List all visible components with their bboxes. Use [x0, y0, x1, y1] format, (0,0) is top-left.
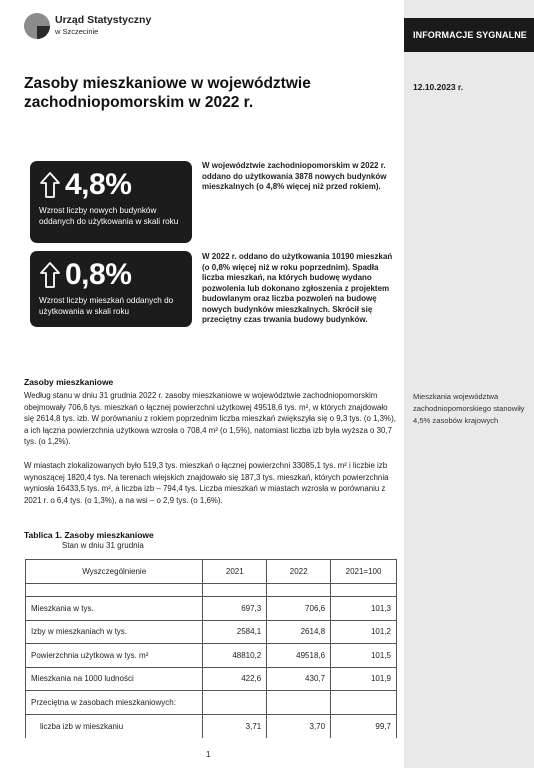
- table-header-row: [26, 560, 397, 584]
- table-cell: 101,3: [331, 597, 397, 621]
- table-cell: 101,5: [331, 644, 397, 668]
- table-row: [26, 714, 397, 738]
- table-row: [26, 620, 397, 644]
- org-name: Urząd Statystyczny: [55, 14, 152, 26]
- table-cell: Mieszkania na 1000 ludności: [26, 667, 203, 691]
- kpi-box-buildings: [30, 161, 192, 243]
- side-note: Mieszkania województwa zachodniopomorskiego stanowiły 4,5% zasobów krajowych: [413, 392, 525, 425]
- table-cell: 2584,1: [203, 620, 267, 644]
- table-row: [26, 667, 397, 691]
- org-subtitle: w Szczecinie: [55, 27, 99, 36]
- table-cell: Mieszkania w tys.: [26, 597, 203, 621]
- page-number: 1: [206, 750, 211, 759]
- table-cell: 48810,2: [203, 644, 267, 668]
- logo-emblem-icon: [24, 13, 50, 39]
- section-heading: Zasoby mieszkaniowe: [24, 377, 114, 387]
- office-logo: [24, 13, 151, 39]
- table-row: [26, 597, 397, 621]
- table-cell: 706,6: [267, 597, 331, 621]
- table-row: [26, 644, 397, 668]
- table-cell: 101,2: [331, 620, 397, 644]
- kpi-label: Wzrost liczby mieszkań oddanych do użytkowania w skali roku: [39, 296, 174, 316]
- table-cell: Przeciętna w zasobach mieszkaniowych:: [26, 691, 203, 715]
- kpi-description: W województwie zachodniopomorskim w 2022 r. oddano do użytkowania 3878 nowych budynków mieszkalnych (o 4,8% więcej niż przed rokiem).: [202, 161, 387, 191]
- table-cell: 101,9: [331, 667, 397, 691]
- table-header-cell: 2021: [203, 560, 267, 584]
- table-cell: 2614,8: [267, 620, 331, 644]
- kpi-label: Wzrost liczby nowych budynków oddanych do użytkowania w skali roku: [39, 206, 179, 226]
- table-header-cell: 2022: [267, 560, 331, 584]
- table-cell: 430,7: [267, 667, 331, 691]
- table-header-cell: Wyszczególnienie: [26, 560, 203, 584]
- table-subtitle: Stan w dniu 31 grudnia: [62, 541, 144, 550]
- table-cell: Izby w mieszkaniach w tys.: [26, 620, 203, 644]
- housing-stock-table: [25, 559, 397, 738]
- table-cell: 3,71: [203, 714, 267, 738]
- table-cell: 49518,6: [267, 644, 331, 668]
- table-cell: 422,6: [203, 667, 267, 691]
- table-cell: [267, 691, 331, 715]
- kpi-box-dwellings: [30, 251, 192, 327]
- table-spacer-row: [26, 584, 397, 597]
- table-cell: Powierzchnia użytkowa w tys. m²: [26, 644, 203, 668]
- kpi-value: 4,8%: [65, 168, 132, 201]
- body-paragraph: Według stanu w dniu 31 grudnia 2022 r. zasoby mieszkaniowe w województwie zachodniopomorskim obejmowały 706,6 tys. mieszkań o łącznej powierzchni użytkowej 49518,6 tys. m², w których znajdowało się 2614,8 tys. izb. W porównaniu z rokiem poprzednim liczba mieszkań zwiększyła się o 9,3 tys. (o 1,3%), a ich łączna powierzchnia użytkowa wzrosła o 708,4 m² (o 1,5%), natomiast liczba izb była wyższa o 30,7 tys. (o 1,2%).: [24, 391, 396, 446]
- body-paragraph: W miastach zlokalizowanych było 519,3 tys. mieszkań o łącznej powierzchni 33085,1 tys. m² i liczbie izb wynoszącej 1820,4 tys. Na terenach wiejskich znajdowało się 187,3 tys. mieszkań, których powierzchnia wyniosła 16433,5 tys. m², a liczba izb – 794,4 tys. Liczba mieszkań w miastach wzrosła w porównaniu z 2021 r. o 6,4 tys. (o 1,3%), a na wsi – o 2,9 tys. (o 1,6%).: [24, 461, 389, 505]
- table-cell: 697,3: [203, 597, 267, 621]
- table-cell: [203, 691, 267, 715]
- table-cell: [331, 691, 397, 715]
- right-sidebar: [404, 0, 534, 768]
- arrow-up-icon: [39, 171, 61, 199]
- table-cell: 99,7: [331, 714, 397, 738]
- arrow-up-icon: [39, 261, 61, 289]
- page-title: Zasoby mieszkaniowe w województwie zachodniopomorskim w 2022 r.: [24, 75, 311, 111]
- publication-type-badge: INFORMACJE SYGNALNE: [404, 18, 534, 52]
- kpi-description: W 2022 r. oddano do użytkowania 10190 mieszkań (o 0,8% więcej niż w roku poprzednim). Spadła liczba mieszkań, na których budowę wydano pozwolenia lub dokonano zgłoszenia z projektem budowlanym oraz liczba pozwoleń na budowę nowych budynków mieszkalnych. Skrócił się przeciętny czas trwania budowy budynków.: [202, 252, 393, 324]
- table-header-cell: 2021=100: [331, 560, 397, 584]
- table-title: Tablica 1. Zasoby mieszkaniowe: [24, 530, 154, 540]
- table-cell: 3,70: [267, 714, 331, 738]
- kpi-value: 0,8%: [65, 258, 132, 291]
- publication-date: 12.10.2023 r.: [413, 82, 464, 92]
- table-row: [26, 691, 397, 715]
- table-cell: liczba izb w mieszkaniu: [26, 714, 203, 738]
